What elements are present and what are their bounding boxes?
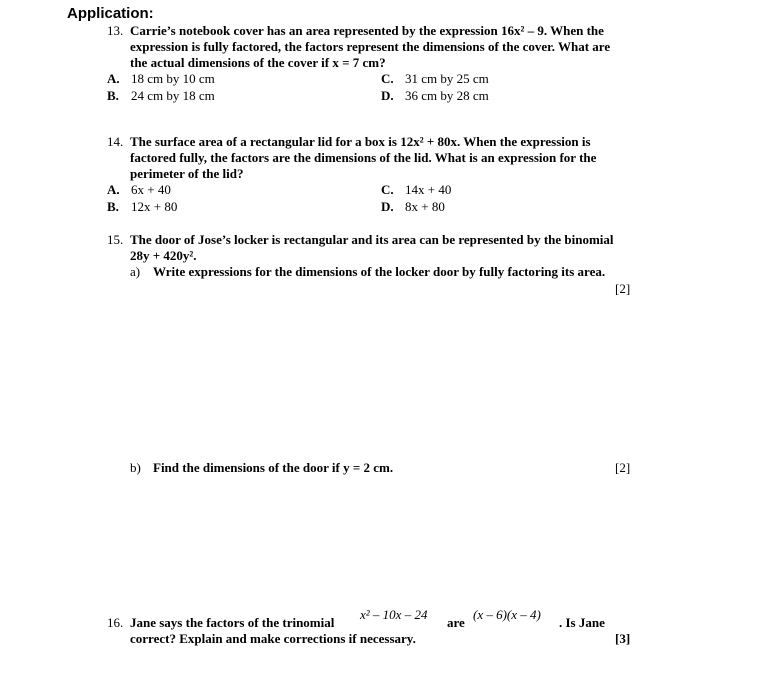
part-b-marks: [2] (615, 460, 631, 475)
part-b-label: b) (130, 460, 141, 475)
option-text: 12x + 80 (131, 199, 178, 214)
trinomial-expression: x² – 10x – 24 (360, 607, 428, 622)
question-text-line: the actual dimensions of the cover if x = 7 cm? (130, 55, 386, 70)
option-c[interactable] (381, 182, 451, 198)
question-text-line: correct? Explain and make corrections if necessary. (130, 631, 416, 646)
part-b-text: Find the dimensions of the door if y = 2 cm. (153, 460, 394, 475)
option-text: 8x + 80 (405, 199, 445, 214)
question-text-line: perimeter of the lid? (130, 166, 244, 181)
part-a-marks: [2] (615, 281, 631, 296)
option-text: 31 cm by 25 cm (405, 71, 489, 86)
option-letter: D. (381, 88, 394, 103)
option-b[interactable] (107, 199, 177, 215)
question-text-line: Carrie’s notebook cover has an area represented by the expression 16x² – 9. When the (130, 23, 604, 38)
question-text-line: factored fully, the factors are the dimensions of the lid. What is an expression for the (130, 150, 597, 165)
question-text-line: 28y + 420y². (130, 248, 197, 263)
question-number: 14. (107, 134, 124, 149)
option-text: 36 cm by 28 cm (405, 88, 489, 103)
part-a-text: Write expressions for the dimensions of the locker door by fully factoring its area. (153, 264, 606, 279)
option-c[interactable] (381, 71, 489, 87)
option-text: 18 cm by 10 cm (131, 71, 215, 86)
section-heading: Application: (67, 5, 154, 22)
question-text-line: expression is fully factored, the factors represent the dimensions of the cover. What are (130, 39, 611, 54)
option-text: 24 cm by 18 cm (131, 88, 215, 103)
question-number: 13. (107, 23, 124, 38)
question-number: 15. (107, 232, 124, 247)
q16-marks: [3] (615, 631, 631, 646)
option-text: 14x + 40 (405, 182, 452, 197)
question-text: . Is Jane (559, 615, 605, 630)
option-letter: D. (381, 199, 394, 214)
option-text: 6x + 40 (131, 182, 171, 197)
option-letter: B. (107, 88, 119, 103)
option-d[interactable] (381, 199, 445, 215)
question-number: 16. (107, 615, 124, 630)
factors-expression: (x – 6)(x – 4) (473, 607, 541, 622)
option-d[interactable] (381, 88, 489, 104)
option-b[interactable] (107, 88, 215, 104)
answer-space-a[interactable] (130, 302, 630, 452)
option-letter: B. (107, 199, 119, 214)
answer-space-b[interactable] (130, 482, 630, 592)
option-a[interactable] (107, 182, 171, 198)
option-letter: C. (381, 71, 394, 86)
option-letter: A. (107, 182, 120, 197)
question-text-line: The door of Jose’s locker is rectangular and its area can be represented by the binomial (130, 232, 614, 247)
question-text: Jane says the factors of the trinomial (130, 615, 335, 630)
option-letter: A. (107, 71, 120, 86)
part-a-label: a) (130, 264, 141, 279)
question-text: are (447, 615, 465, 630)
option-a[interactable] (107, 71, 215, 87)
question-text-line: The surface area of a rectangular lid for a box is 12x² + 80x. When the expression is (130, 134, 591, 149)
option-letter: C. (381, 182, 394, 197)
